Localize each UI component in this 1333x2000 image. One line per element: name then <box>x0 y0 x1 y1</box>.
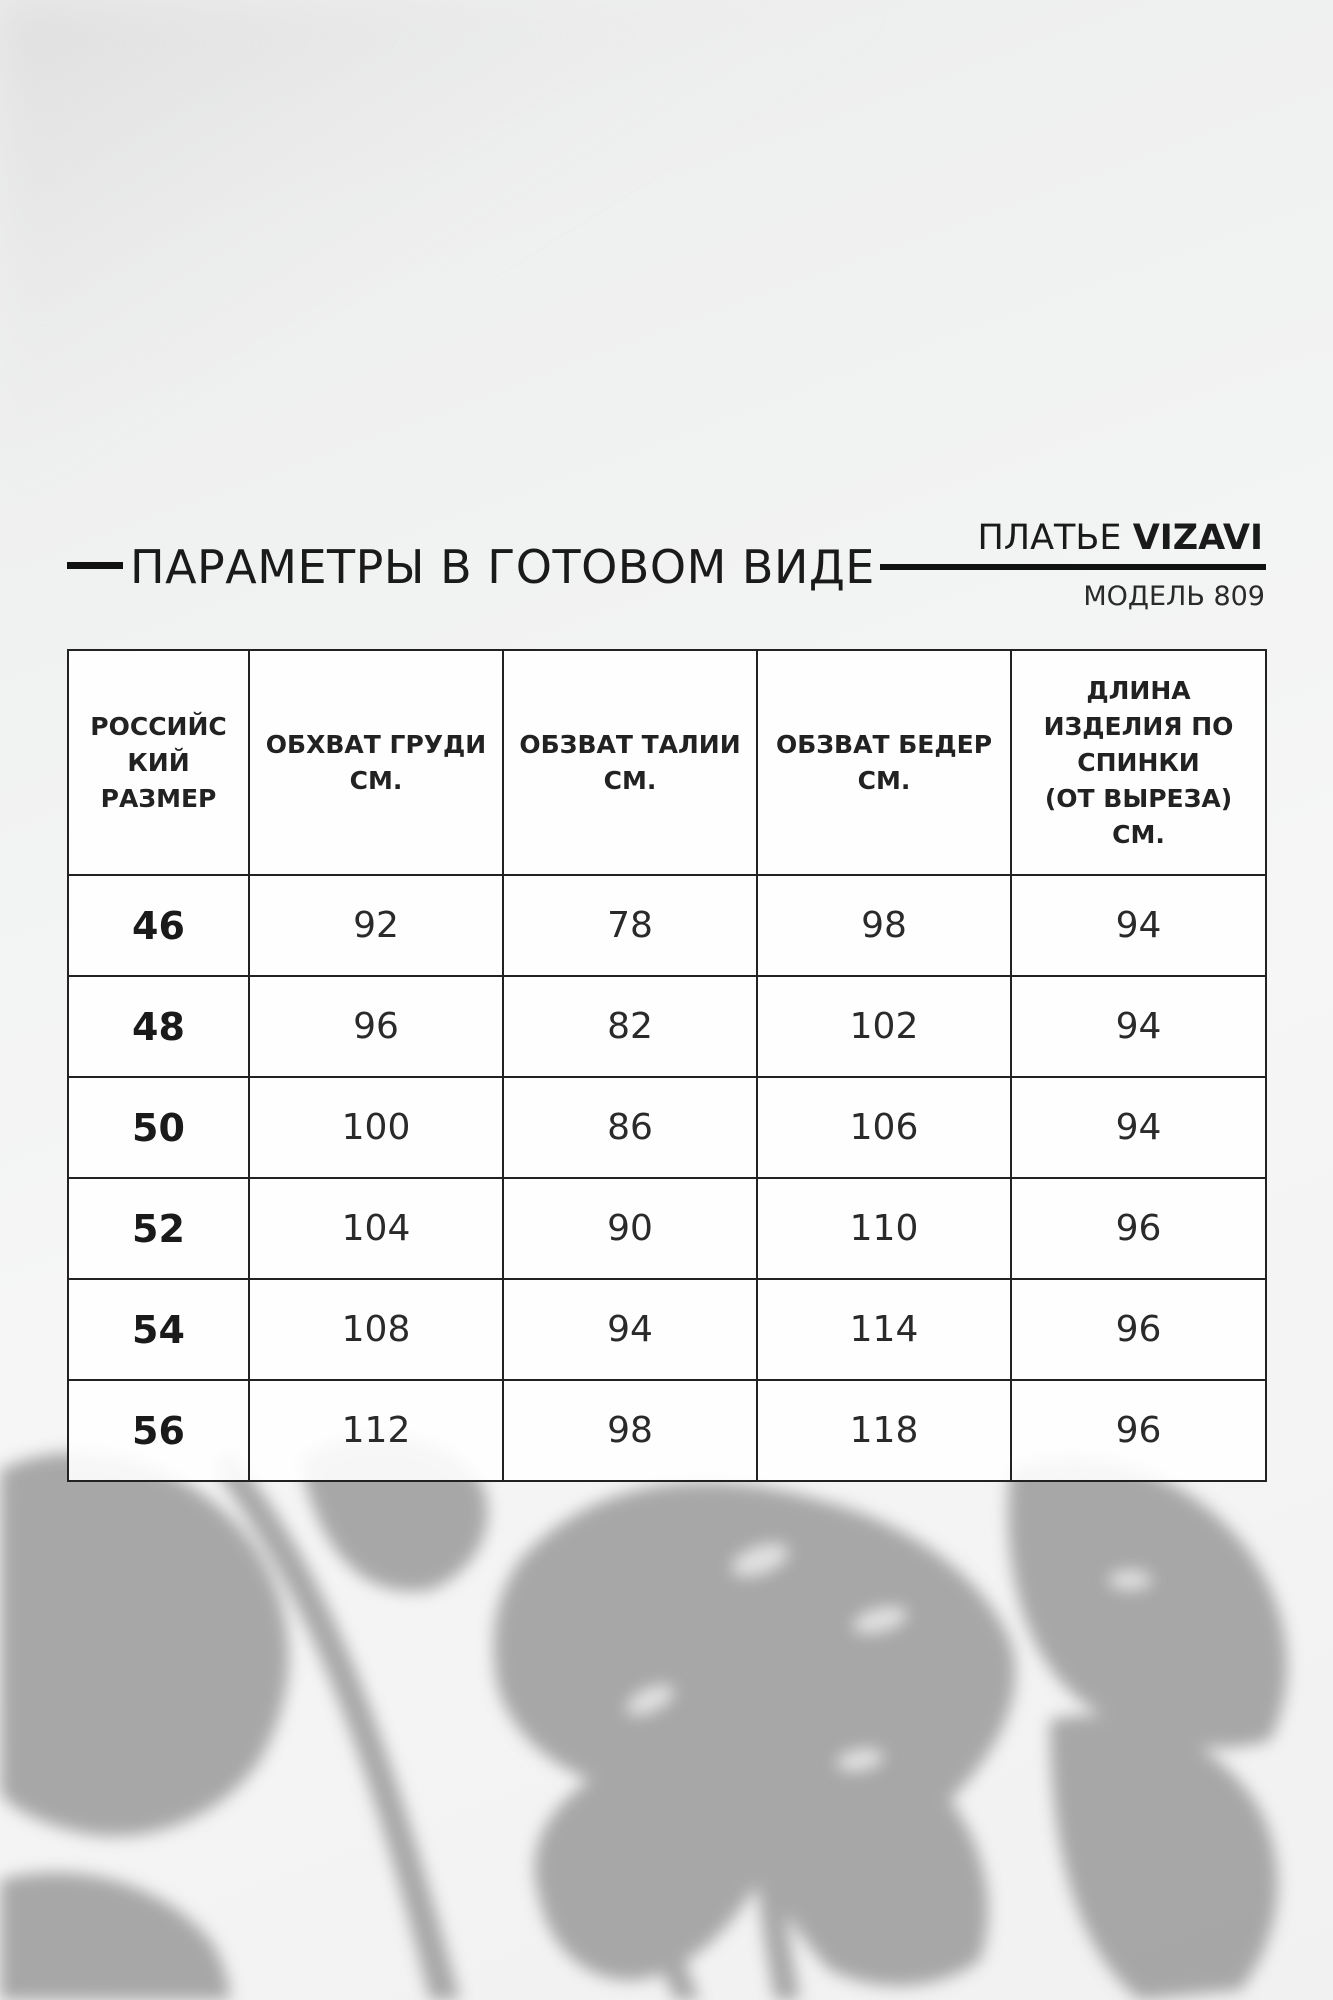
length-cell: 94 <box>1011 1077 1266 1178</box>
size-table <box>67 649 1267 1482</box>
waist-cell: 90 <box>503 1178 757 1279</box>
length-cell: 96 <box>1011 1380 1266 1481</box>
size-cell: 46 <box>68 875 249 976</box>
title-rule-right <box>880 564 1266 570</box>
length-cell: 94 <box>1011 875 1266 976</box>
header-line: РОССИЙС <box>90 711 227 741</box>
table-row <box>68 1178 1266 1279</box>
chest-cell: 112 <box>249 1380 503 1481</box>
title-rule-left <box>67 562 123 569</box>
header-russian-size <box>68 650 249 875</box>
hips-cell: 110 <box>757 1178 1011 1279</box>
length-cell: 96 <box>1011 1279 1266 1380</box>
page-title: ПАРАМЕТРЫ В ГОТОВОМ ВИДЕ <box>130 540 875 594</box>
header-line: ОБЗВАТ ТАЛИИ <box>519 729 741 759</box>
header-chest <box>249 650 503 875</box>
size-cell: 54 <box>68 1279 249 1380</box>
header-line: СМ. <box>349 765 403 795</box>
hips-cell: 118 <box>757 1380 1011 1481</box>
waist-cell: 98 <box>503 1380 757 1481</box>
size-cell: 48 <box>68 976 249 1077</box>
table-row <box>68 875 1266 976</box>
brand-name: VIZAVI <box>1132 518 1263 558</box>
table-row <box>68 976 1266 1077</box>
chest-cell: 108 <box>249 1279 503 1380</box>
hips-cell: 114 <box>757 1279 1011 1380</box>
header-line: ИЗДЕЛИЯ ПО <box>1043 711 1234 741</box>
waist-cell: 94 <box>503 1279 757 1380</box>
length-cell: 96 <box>1011 1178 1266 1279</box>
header-line: РАЗМЕР <box>100 783 217 813</box>
waist-cell: 82 <box>503 976 757 1077</box>
header-line: КИЙ <box>127 747 190 777</box>
table-header-row <box>68 650 1266 875</box>
header-line: ДЛИНА <box>1086 675 1191 705</box>
table-row <box>68 1380 1266 1481</box>
product-brand <box>977 513 1263 563</box>
product-type: ПЛАТЬЕ <box>977 518 1122 558</box>
hips-cell: 106 <box>757 1077 1011 1178</box>
chest-cell: 96 <box>249 976 503 1077</box>
header-line: СМ. <box>857 765 911 795</box>
size-cell: 56 <box>68 1380 249 1481</box>
header-line: СМ. <box>603 765 657 795</box>
waist-cell: 78 <box>503 875 757 976</box>
chest-cell: 104 <box>249 1178 503 1279</box>
hips-cell: 98 <box>757 875 1011 976</box>
header-waist <box>503 650 757 875</box>
chest-cell: 100 <box>249 1077 503 1178</box>
size-cell: 52 <box>68 1178 249 1279</box>
header-line: ОБЗВАТ БЕДЕР <box>775 729 993 759</box>
header-line: СМ. <box>1112 819 1165 849</box>
model-number: МОДЕЛЬ 809 <box>1083 581 1265 612</box>
hips-cell: 102 <box>757 976 1011 1077</box>
header-line: ОБХВАТ ГРУДИ <box>265 729 487 759</box>
waist-cell: 86 <box>503 1077 757 1178</box>
header-line: СПИНКИ <box>1077 747 1200 777</box>
chest-cell: 92 <box>249 875 503 976</box>
size-cell: 50 <box>68 1077 249 1178</box>
header-line: (ОТ ВЫРЕЗА) <box>1044 783 1233 813</box>
header-length <box>1011 650 1266 875</box>
table-row <box>68 1077 1266 1178</box>
length-cell: 94 <box>1011 976 1266 1077</box>
table-row <box>68 1279 1266 1380</box>
header-hips <box>757 650 1011 875</box>
